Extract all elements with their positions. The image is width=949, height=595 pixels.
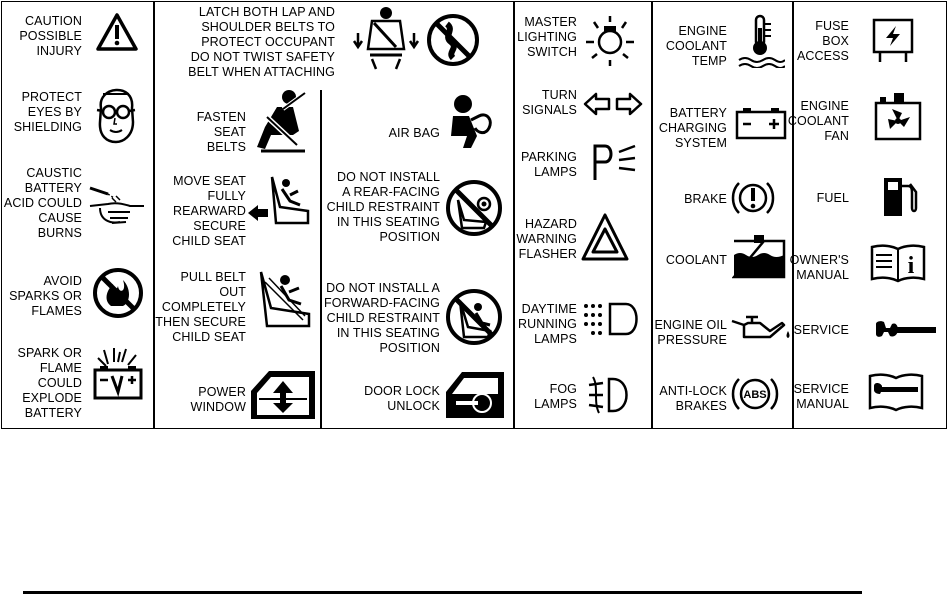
turn-signals-label: TURN SIGNALS xyxy=(522,88,577,117)
fuel-pump-icon xyxy=(880,174,920,218)
owners-manual-icon xyxy=(870,243,926,283)
no-forward-facing-label: DO NOT INSTALL A FORWARD-FACING CHILD RESTRAINT IN THIS SEATING POSITION xyxy=(324,281,440,355)
brake-label: BRAKE xyxy=(684,192,727,206)
no-rear-facing-child-seat-icon xyxy=(444,178,504,238)
latch-belts-label: LATCH BOTH LAP AND SHOULDER BELTS TO PROTECT OCCUPANT DO NOT TWIST SAFETY BELT WHEN ATTACHING xyxy=(188,5,335,79)
daytime-running-lamps-icon xyxy=(582,298,642,340)
battery-charging-icon xyxy=(735,106,787,140)
oil-pressure-label: ENGINE OIL PRESSURE xyxy=(654,318,727,347)
bottom-rule xyxy=(23,591,862,594)
hazard-triangle-icon xyxy=(581,212,629,262)
fuse-box-icon xyxy=(870,18,916,64)
oil-pressure-icon xyxy=(730,313,792,341)
daytime-running-label: DAYTIME RUNNING LAMPS xyxy=(517,302,577,346)
air-bag-label: AIR BAG xyxy=(388,126,440,140)
wrench-icon xyxy=(874,320,938,340)
coolant-reservoir-icon xyxy=(732,233,786,279)
coolant-temp-label: ENGINE COOLANT TEMP xyxy=(665,24,727,68)
turn-signals-icon xyxy=(583,91,643,117)
hazard-flasher-label: HAZARD WARNING FLASHER xyxy=(516,217,577,261)
move-seat-label: MOVE SEAT FULLY REARWARD SECURE CHILD SEAT xyxy=(172,174,246,248)
column-divider xyxy=(513,1,515,429)
service-manual-icon xyxy=(868,372,924,412)
caution-triangle-icon xyxy=(95,12,139,52)
owners-manual-label: OWNER'S MANUAL xyxy=(789,253,849,282)
move-seat-rearward-icon xyxy=(246,173,314,229)
abs-icon xyxy=(730,373,780,415)
coolant-temp-icon xyxy=(737,14,785,68)
fuel-label: FUEL xyxy=(816,191,849,205)
fog-lamps-label: FOG LAMPS xyxy=(534,382,577,411)
column-divider xyxy=(153,1,155,429)
parking-lamps-icon xyxy=(591,142,637,182)
avoid-sparks-label: AVOID SPARKS OR FLAMES xyxy=(9,274,82,318)
no-flames-icon xyxy=(91,266,145,320)
power-window-label: POWER WINDOW xyxy=(190,385,246,414)
no-rear-facing-label: DO NOT INSTALL A REAR-FACING CHILD RESTRAINT IN THIS SEATING POSITION xyxy=(326,170,440,244)
fasten-belts-label: FASTEN SEAT BELTS xyxy=(196,110,246,154)
pull-belt-child-seat-icon xyxy=(255,268,315,330)
fasten-seatbelt-icon xyxy=(253,87,309,157)
door-lock-icon xyxy=(444,370,506,420)
coolant-fan-label: ENGINE COOLANT FAN xyxy=(787,99,849,143)
service-label: SERVICE xyxy=(793,323,849,337)
anti-lock-label: ANTI-LOCK BRAKES xyxy=(659,384,727,413)
parking-lamps-label: PARKING LAMPS xyxy=(520,150,577,179)
caustic-acid-label: CAUSTIC BATTERY ACID COULD CAUSE BURNS xyxy=(3,166,82,240)
eye-shield-icon xyxy=(93,78,139,146)
fuse-box-label: FUSE BOX ACCESS xyxy=(796,19,849,63)
seatbelt-latch-icon xyxy=(352,5,420,71)
brake-icon xyxy=(730,177,776,219)
fog-lamps-icon xyxy=(585,373,633,417)
service-manual-label: SERVICE MANUAL xyxy=(793,382,849,411)
master-lighting-icon xyxy=(582,12,638,68)
master-lighting-label: MASTER LIGHTING SWITCH xyxy=(517,15,577,59)
protect-eyes-label: PROTECT EYES BY SHIELDING xyxy=(13,90,82,134)
power-window-icon xyxy=(249,369,317,421)
air-bag-icon xyxy=(447,92,495,150)
column-divider xyxy=(320,90,322,429)
abs-icon-text: ABS xyxy=(743,389,767,401)
column-divider xyxy=(792,1,794,429)
coolant-label: COOLANT xyxy=(665,253,727,267)
column-divider xyxy=(651,1,653,429)
owners-manual-icon-text: i xyxy=(907,253,915,279)
pull-belt-label: PULL BELT OUT COMPLETELY THEN SECURE CHILD SEAT xyxy=(155,270,246,344)
battery-charging-label: BATTERY CHARGING SYSTEM xyxy=(658,106,727,150)
battery-explode-label: SPARK OR FLAME COULD EXPLODE BATTERY xyxy=(17,346,82,420)
door-lock-label: DOOR LOCK UNLOCK xyxy=(364,384,440,413)
no-forward-facing-child-seat-icon xyxy=(444,287,504,347)
battery-explosion-icon xyxy=(92,346,144,402)
coolant-fan-icon xyxy=(872,91,924,143)
caution-label: CAUTION POSSIBLE INJURY xyxy=(19,14,82,58)
acid-burn-hand-icon xyxy=(86,182,148,224)
no-twist-belt-icon xyxy=(425,12,481,68)
